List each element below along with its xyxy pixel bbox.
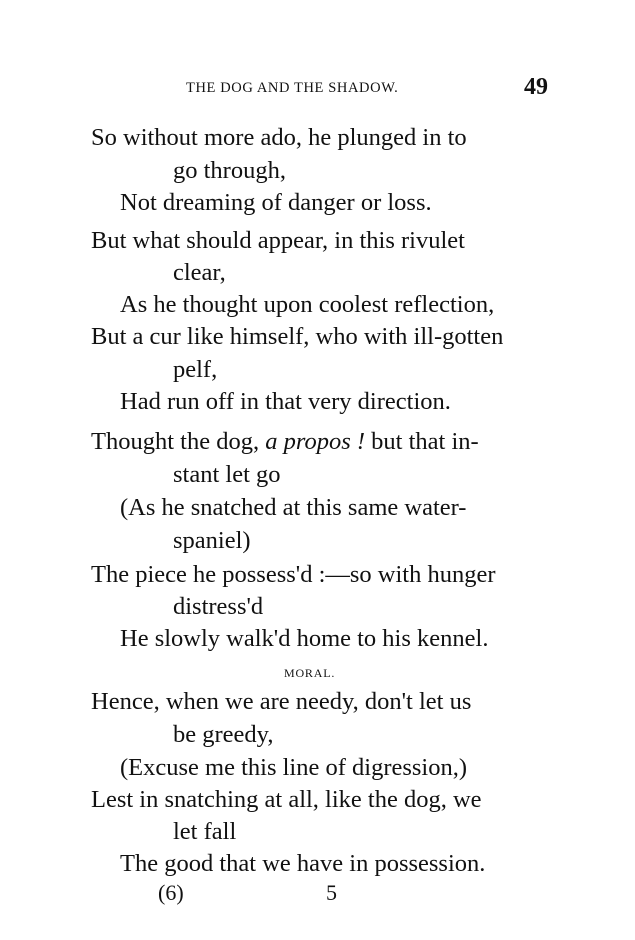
page-header: [0, 74, 635, 104]
page-number: 49: [524, 74, 548, 100]
verse-line: spaniel): [173, 527, 251, 554]
verse-line: [91, 430, 479, 455]
verse-line: Had run off in that very direction.: [120, 388, 451, 415]
verse-line: Lest in snatching at all, like the dog, we: [91, 786, 482, 813]
verse-line: The piece he possess'd :—so with hunger: [91, 561, 496, 588]
verse-line: Not dreaming of danger or loss.: [120, 189, 432, 216]
verse-line: go through,: [173, 157, 286, 184]
italic-phrase: a propos !: [265, 428, 366, 455]
running-title: THE DOG AND THE SHADOW.: [186, 80, 399, 96]
verse-line: (As he snatched at this same water-: [120, 494, 467, 521]
verse-line: let fall: [173, 818, 237, 845]
verse-line: The good that we have in possession.: [120, 850, 486, 877]
signature-number: 5: [326, 880, 337, 905]
verse-line: So without more ado, he plunged in to: [91, 124, 467, 151]
verse-text: but that in-: [365, 428, 479, 455]
signature-mark: (6): [158, 880, 184, 905]
verse-line: distress'd: [173, 593, 264, 620]
page-footer: [0, 880, 635, 910]
verse-line: pelf,: [173, 356, 218, 383]
verse-line: stant let go: [173, 461, 281, 488]
moral-heading: MORAL.: [284, 666, 336, 680]
verse-line: But a cur like himself, who with ill-gotten: [91, 323, 504, 350]
verse-line: But what should appear, in this rivulet: [91, 227, 465, 254]
verse-line: clear,: [173, 259, 226, 286]
verse-line: (Excuse me this line of digression,): [120, 754, 468, 781]
verse-line: Hence, when we are needy, don't let us: [91, 688, 472, 715]
verse-line: He slowly walk'd home to his kennel.: [120, 625, 489, 652]
verse-line: be greedy,: [173, 721, 274, 748]
verse-line: As he thought upon coolest reflection,: [120, 291, 495, 318]
verse-text: Thought the dog,: [91, 428, 260, 455]
